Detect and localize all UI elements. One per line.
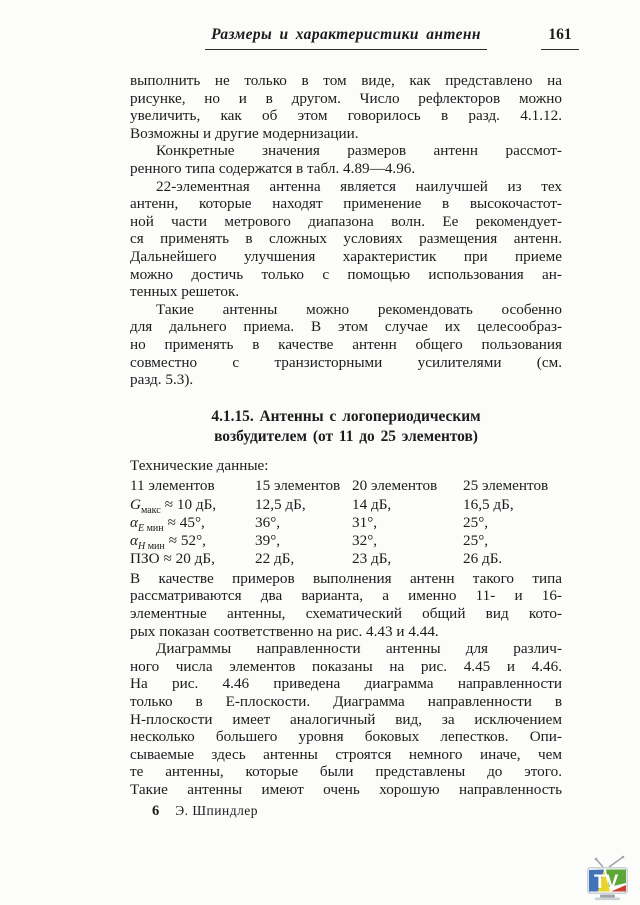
section-heading-line: 4.1.15. Антенны с логопериодическим (211, 407, 481, 425)
text-line: разд. 5.3). (130, 371, 194, 389)
paragraph (130, 640, 562, 798)
table-value-cell: 14 дБ, (352, 495, 392, 513)
table-value-cell: 32°, (352, 532, 378, 550)
table-row (130, 496, 562, 514)
section-heading (130, 407, 562, 448)
text-line: ся применять в сложных условиях размещения антенн. (130, 230, 562, 248)
table-param-cell: $\alpha_{E мин} \approx 45^\circ$, (130, 513, 205, 534)
paragraph-block-top (130, 72, 562, 389)
table-param-cell: ПЗО ≈ 20 дБ, (130, 550, 215, 568)
page-body (130, 72, 562, 798)
text-line: 22-элементная антенна является наилучшей из тех (156, 177, 562, 195)
table-value-cell: 31°, (352, 513, 378, 531)
signature-number: 6 (152, 803, 160, 819)
text-line: Диаграммы направленности антенны для различ- (156, 640, 562, 658)
text-line: ной части метрового диапазона волн. Ее рекомендует- (130, 212, 562, 230)
table-row (130, 514, 562, 532)
page-number: 161 (541, 26, 579, 50)
text-line: рисунке, но и в другом. Число рефлекторов можно (130, 89, 562, 107)
section-heading-line: возбудителем (от 11 до 25 элементов) (214, 428, 478, 446)
running-head (130, 26, 562, 50)
text-line: для дальнего приема. В этом случае их целесообраз- (130, 318, 562, 336)
page-footer (152, 803, 258, 820)
text-line: Конкретные значения размеров антенн рассмот- (156, 142, 562, 160)
author-name: Э. Шпиндлер (175, 803, 259, 818)
table-row (130, 550, 562, 568)
table-value-cell: 23 дБ, (352, 550, 392, 568)
table-param-cell: $\alpha_{H мин} \approx 52^\circ$, (130, 532, 206, 553)
text-line: В качестве примеров выполнения антенн такого типа (130, 569, 562, 587)
text-line: На рис. 4.46 приведена диаграмма направленности (130, 675, 562, 693)
text-line: совместно с транзисторными усилителями (см. (130, 353, 562, 371)
table-value-cell: 16,5 дБ, (463, 495, 514, 513)
text-line: рассматриваются два варианта, а именно 11- и 16- (130, 587, 562, 605)
tv-icon (583, 854, 633, 902)
text-line: можно достичь только с помощью использования ан- (130, 265, 562, 283)
table-header-cell: 11 элементов (130, 477, 215, 495)
text-line: Дальнейшего улучшения характеристик при приеме (130, 247, 562, 265)
text-line: ренного типа содержатся в табл. 4.89—4.96. (130, 159, 416, 177)
tv-watermark (583, 854, 633, 902)
text-line: увеличить, как об этом говорилось в разд. 4.1.12. (130, 107, 562, 125)
text-line: выполнить не только в том виде, как представлено на (130, 72, 562, 89)
text-line: ного числа элементов показаны на рис. 4.45 и 4.46. (130, 657, 562, 675)
paragraph (130, 301, 562, 389)
text-line: те антенны, которые были представлены до этого. (130, 763, 562, 781)
text-line: но применять в качестве антенн общего пользования (130, 335, 562, 353)
table-header-cell: 25 элементов (463, 477, 549, 495)
text-line: Н-плоскости имеет аналогичный вид, за исключением (130, 710, 562, 728)
paragraph (130, 178, 562, 301)
paragraph (130, 142, 562, 177)
text-line: Такие антенны можно рекомендовать особенно (156, 300, 562, 318)
paragraph-block-bottom (130, 570, 562, 799)
table-value-cell: 25°, (463, 532, 489, 550)
running-head-title: Размеры и характеристики антенн (205, 26, 487, 50)
table-header-cell: 20 элементов (352, 477, 438, 495)
table-param-cell: $G_{макс} \approx 10$ дБ, (130, 495, 217, 516)
paragraph (130, 570, 562, 640)
text-line: тенных решеток. (130, 283, 240, 301)
table-value-cell: 22 дБ, (255, 550, 295, 568)
table-value-cell: 25°, (463, 513, 489, 531)
table-row (130, 532, 562, 553)
table-value-cell: 26 дБ. (463, 550, 503, 568)
table-value-cell: 39°, (255, 532, 281, 550)
text-line: антенн, которые находят применение в высокочастот- (130, 195, 562, 213)
table-header-cell: 15 элементов (255, 477, 341, 495)
table-value-cell: 36°, (255, 513, 281, 531)
text-line: рых показан соответственно на рис. 4.43 и 4.44. (130, 622, 439, 640)
table-value-cell: 12,5 дБ, (255, 495, 306, 513)
paragraph (130, 72, 562, 142)
text-line: Такие антенны имеют очень хорошую направленность (130, 780, 562, 798)
text-line: элементные антенны, схематический общий вид кото- (130, 604, 562, 622)
tech-data-label: Технические данные: (130, 456, 269, 474)
text-line: несколько большего уровня боковых лепестков. Опи- (130, 728, 562, 746)
text-line: только в Е-плоскости. Диаграмма направленности в (130, 692, 562, 710)
svg-text:TV: TV (594, 872, 619, 893)
text-line: сываемые здесь антенны строятся немного иначе, чем (130, 745, 562, 763)
text-line: Возможны и другие модернизации. (130, 124, 359, 142)
table-header-row (130, 477, 562, 495)
tech-data-table (130, 477, 562, 568)
